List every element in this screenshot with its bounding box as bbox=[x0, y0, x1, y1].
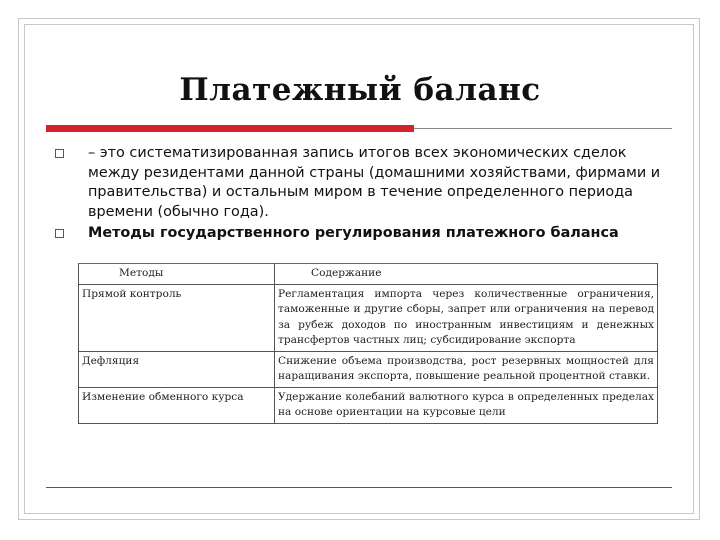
bullet-definition: – это систематизированная запись итогов всех экономических сделок между резидентами данной страны (домашними хозяйствами, фирмами и правительства) и остальным миром в течение определенного периода времени (обычно года). bbox=[88, 145, 661, 220]
slide-title: Платежный баланс bbox=[179, 72, 541, 108]
title-underline-gray bbox=[414, 128, 672, 129]
footer-rule bbox=[46, 487, 672, 488]
table-header-content: Содержание bbox=[275, 264, 658, 285]
table-cell-content: Регламентация импорта через количественные ограничения, таможенные и другие сборы, запрет или ограничения на перевод за рубеж доходов по иностранным инвестициям и денежных трансфертов частных лиц; субсидирование экспорта bbox=[275, 284, 658, 351]
square-bullet-icon bbox=[55, 149, 64, 158]
table-row bbox=[79, 351, 658, 387]
table-cell-method: Дефляция bbox=[79, 351, 275, 387]
methods-table bbox=[78, 263, 658, 424]
table-cell-method: Прямой контроль bbox=[79, 284, 275, 351]
table-cell-content: Удержание колебаний валютного курса в определенных пределах на основе ориентации на курсовые цели bbox=[275, 387, 658, 423]
square-bullet-icon bbox=[55, 229, 64, 238]
title-underline-red bbox=[46, 125, 414, 132]
table-row bbox=[79, 284, 658, 351]
table-header-row bbox=[79, 264, 658, 285]
table-header-methods: Методы bbox=[79, 264, 275, 285]
table-row bbox=[79, 387, 658, 423]
table-cell-method: Изменение обменного курса bbox=[79, 387, 275, 423]
bullet-methods-heading: Методы государственного регулирования платежного баланса bbox=[88, 225, 619, 241]
table-cell-content: Снижение объема производства, рост резервных мощностей для наращивания экспорта, повышение реальной процентной ставки. bbox=[275, 351, 658, 387]
